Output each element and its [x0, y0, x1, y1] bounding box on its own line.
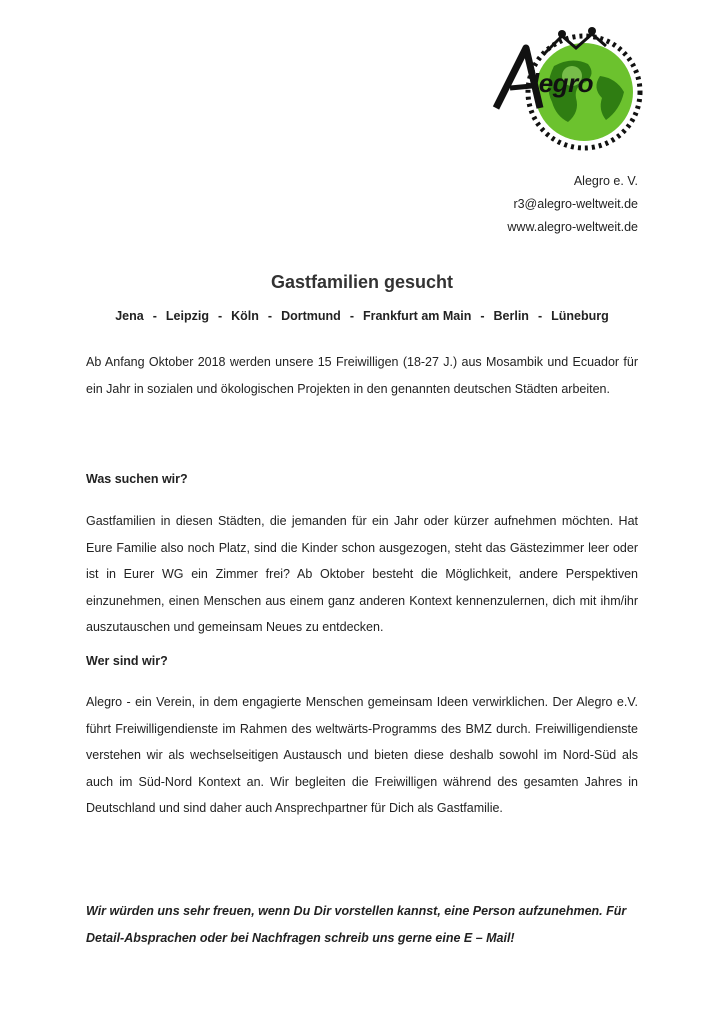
logo-wordmark	[532, 68, 593, 99]
city-item: Frankfurt am Main	[362, 309, 472, 323]
city-item: Berlin	[493, 309, 529, 323]
city-separator: -	[349, 309, 354, 323]
section-text-who: Alegro - ein Verein, in dem engagierte Menschen gemeinsam Ideen verwirklichen. Der Alegro e.V. führt Freiwilligendienste im Rahmen des weltwärts-Programms des BMZ durch. Freiwilligendienste verstehen wir als wechselseitigen Austausch und bieten diese deshalb sowohl im Nord-Süd als auch im Süd-Nord Kontext an. Wir begleiten die Freiwilligen während des gesamten Jahres in Deutschland und sind daher auch Ansprechpartner für Dich als Gastfamilie.	[86, 695, 638, 816]
city-item: Köln	[231, 309, 259, 323]
city-item: Dortmund	[281, 309, 341, 323]
city-item: Lüneburg	[551, 309, 609, 323]
city-separator: -	[267, 309, 273, 323]
city-separator: -	[152, 309, 157, 323]
contact-email[interactable]: r3@alegro-weltweit.de	[513, 197, 638, 211]
city-item: Leipzig	[165, 309, 209, 323]
city-item: Jena	[115, 309, 144, 323]
city-separator: -	[217, 309, 223, 323]
closing-paragraph: Wir würden uns sehr freuen, wenn Du Dir vorstellen kannst, eine Person aufzunehmen. Für Detail-Absprachen oder bei Nachfragen schreib uns gerne eine E – Mail!	[86, 904, 627, 945]
city-separator: -	[537, 309, 543, 323]
section-heading-what: Was suchen wir?	[86, 472, 188, 486]
contact-web[interactable]: www.alegro-weltweit.de	[507, 220, 638, 234]
city-list	[0, 309, 724, 323]
contact-block	[507, 170, 638, 239]
contact-org: Alegro e. V.	[573, 174, 638, 188]
city-separator: -	[480, 309, 485, 323]
section-text-what: Gastfamilien in diesen Städten, die jemanden für ein Jahr oder kürzer aufnehmen möchten. Hat Eure Familie also noch Platz, sind die Kinder schon ausgezogen, steht das Gästezimmer leer oder ist in Eurer WG ein Zimmer frei? Ab Oktober besteht die Möglichkeit, andere Perspektiven einzunehmen, einen Menschen aus einem ganz anderen Kontext kennenzulernen, dich mit ihm/ihr auszutauschen und gemeinsam Neues zu entdecken.	[86, 514, 638, 635]
logo-text-suffix: legro	[532, 68, 594, 98]
section-heading-who: Wer sind wir?	[86, 654, 168, 668]
page-title: Gastfamilien gesucht	[270, 272, 454, 292]
intro-paragraph: Ab Anfang Oktober 2018 werden unsere 15 Freiwilligen (18-27 J.) aus Mosambik und Ecuador für ein Jahr in sozialen und ökologischen Projekten in den genannten deutschen Städten arbeiten.	[86, 355, 638, 396]
